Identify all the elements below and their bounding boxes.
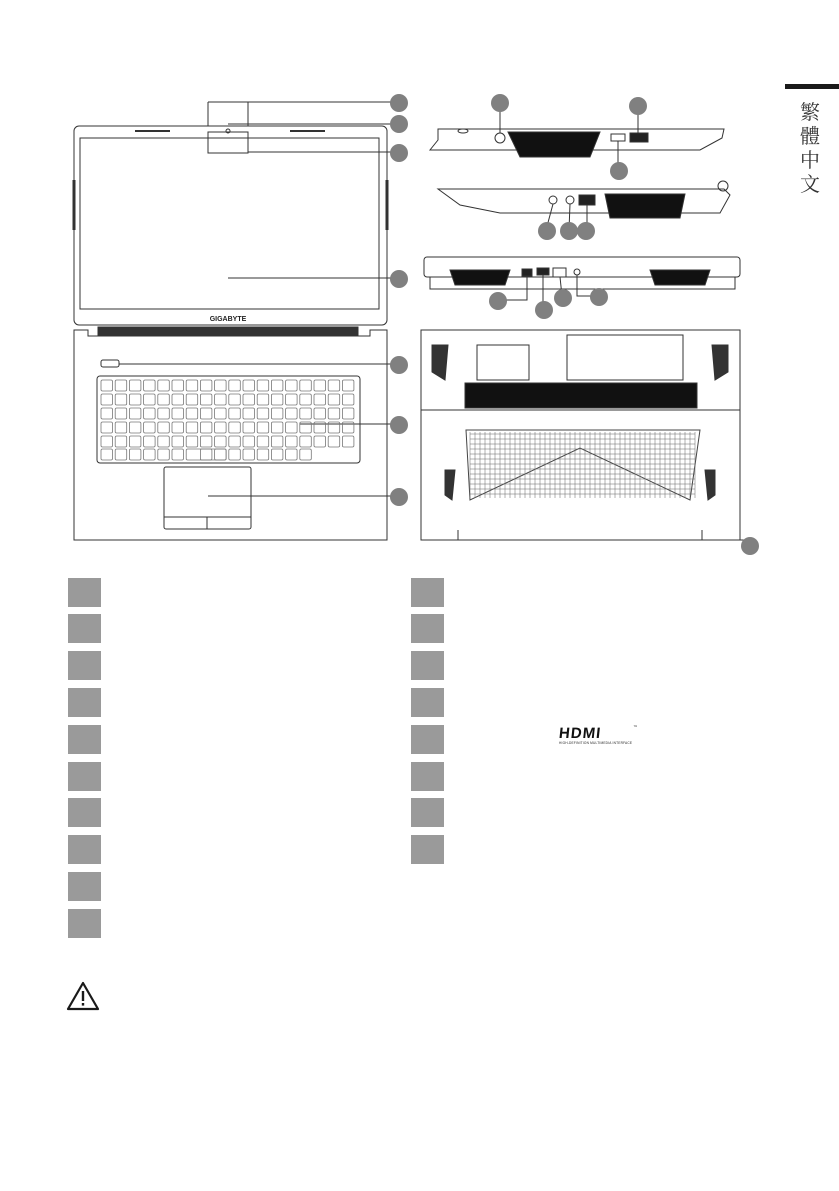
- keyboard-key: [215, 394, 227, 405]
- keyboard-key: [186, 436, 198, 447]
- keyboard-key: [158, 436, 170, 447]
- keyboard-key: [314, 394, 326, 405]
- keyboard-key: [172, 449, 184, 460]
- keyboard-key: [342, 408, 354, 419]
- language-char-1: 繁: [800, 100, 820, 124]
- keyboard-key: [115, 449, 127, 460]
- legend-box-left-2: [68, 614, 101, 643]
- keyboard-key: [243, 422, 255, 433]
- callout-speakers: [741, 537, 759, 555]
- keyboard-key: [215, 449, 227, 460]
- keyboard-key: [271, 449, 283, 460]
- legend-box-right-7: [411, 798, 444, 827]
- language-char-3: 中: [800, 148, 820, 172]
- keyboard-key: [257, 380, 269, 391]
- keyboard-key: [271, 394, 283, 405]
- keyboard-key: [200, 449, 212, 460]
- keyboard-key: [328, 436, 340, 447]
- keyboard-key: [144, 422, 156, 433]
- laptop-base: [74, 330, 387, 540]
- keyboard-key: [144, 380, 156, 391]
- callout-rear-4: [590, 288, 608, 306]
- keyboard-key: [129, 380, 141, 391]
- keyboard-key: [243, 408, 255, 419]
- keyboard-key: [229, 408, 241, 419]
- keyboard-key: [300, 449, 312, 460]
- right-side-view: [430, 103, 724, 170]
- keyboard-key: [215, 436, 227, 447]
- legend-box-right-6: [411, 762, 444, 791]
- legend-box-left-10: [68, 909, 101, 938]
- legend-box-left-8: [68, 835, 101, 864]
- keyboard-key: [215, 408, 227, 419]
- hdmi-logo-icon: [559, 725, 641, 749]
- keyboard-key: [300, 380, 312, 391]
- keyboard-key: [101, 380, 113, 391]
- keyboard-key: [342, 380, 354, 391]
- legend-box-right-8: [411, 835, 444, 864]
- keyboard-key: [342, 436, 354, 447]
- keyboard-key: [101, 449, 113, 460]
- keyboard-key: [186, 394, 198, 405]
- keyboard-key: [158, 408, 170, 419]
- keyboard-key: [144, 408, 156, 419]
- legend-box-right-1: [411, 578, 444, 607]
- keyboard-key: [101, 408, 113, 419]
- callout-screen: [390, 270, 408, 288]
- keyboard-key: [243, 380, 255, 391]
- keyboard-key: [144, 394, 156, 405]
- legend-box-right-5: [411, 725, 444, 754]
- keyboard-key: [229, 394, 241, 405]
- keyboard-key: [115, 380, 127, 391]
- rear-view: [424, 257, 740, 308]
- keyboard-key: [158, 422, 170, 433]
- callout-power-button: [390, 356, 408, 374]
- legend-box-left-7: [68, 798, 101, 827]
- callout-keyboard: [390, 416, 408, 434]
- keyboard-key: [115, 422, 127, 433]
- keyboard-key: [215, 422, 227, 433]
- callout-webcam-led: [390, 115, 408, 133]
- keyboard-key: [129, 394, 141, 405]
- keyboard-key: [115, 394, 127, 405]
- keyboard-key: [342, 394, 354, 405]
- keyboard-key: [257, 408, 269, 419]
- keyboard-key: [129, 422, 141, 433]
- legend-box-right-4: [411, 688, 444, 717]
- keyboard-key: [172, 422, 184, 433]
- keyboard-key: [314, 408, 326, 419]
- keyboard-key: [286, 436, 298, 447]
- keyboard-key: [172, 436, 184, 447]
- callout-right-1: [491, 94, 509, 112]
- language-char-4: 文: [800, 172, 820, 196]
- keyboard-key: [158, 380, 170, 391]
- keyboard-key: [144, 436, 156, 447]
- keyboard-key: [328, 380, 340, 391]
- keyboard-key: [286, 408, 298, 419]
- keyboard-key: [186, 408, 198, 419]
- keyboard-key: [271, 436, 283, 447]
- bottom-view: [421, 330, 745, 540]
- callout-microphone: [390, 144, 408, 162]
- language-char-2: 體: [800, 124, 820, 148]
- legend-box-left-3: [68, 651, 101, 680]
- keyboard-key: [200, 408, 212, 419]
- callout-left-1: [538, 222, 556, 240]
- keyboard-key: [257, 422, 269, 433]
- callout-rear-2: [535, 301, 553, 319]
- power-button: [101, 360, 119, 367]
- hdmi-logo-tagline: HIGH-DEFINITION MULTIMEDIA INTERFACE: [559, 741, 633, 745]
- keyboard-key: [144, 449, 156, 460]
- keyboard-key: [286, 449, 298, 460]
- keyboard-key: [158, 394, 170, 405]
- keyboard-key: [129, 436, 141, 447]
- callout-right-3: [610, 162, 628, 180]
- keyboard-key: [172, 408, 184, 419]
- keyboard-key: [257, 449, 269, 460]
- keyboard-key: [101, 394, 113, 405]
- keyboard-key: [271, 380, 283, 391]
- keyboard-key: [229, 436, 241, 447]
- laptop-logo: GIGABYTE: [209, 316, 247, 323]
- callout-left-3: [577, 222, 595, 240]
- keyboard-key: [328, 408, 340, 419]
- keyboard-key: [129, 408, 141, 419]
- legend-box-left-9: [68, 872, 101, 901]
- callout-rear-1: [489, 292, 507, 310]
- keyboard-key: [129, 449, 141, 460]
- callout-right-2: [629, 97, 647, 115]
- laptop-screen: [80, 138, 379, 309]
- keyboard-key: [172, 394, 184, 405]
- legend-box-left-6: [68, 762, 101, 791]
- callout-rear-3: [554, 289, 572, 307]
- legend-box-left-1: [68, 578, 101, 607]
- keyboard-key: [314, 380, 326, 391]
- keyboard-key: [186, 449, 226, 460]
- keyboard-key: [200, 380, 212, 391]
- callout-touchpad: [390, 488, 408, 506]
- keyboard-key: [215, 380, 227, 391]
- keyboard-key: [186, 380, 198, 391]
- keyboard-key: [186, 422, 198, 433]
- keyboard-key: [229, 380, 241, 391]
- keyboard-key: [243, 449, 255, 460]
- legend-box-right-3: [411, 651, 444, 680]
- keyboard-key: [286, 394, 298, 405]
- bottom-vent-top: [465, 383, 697, 408]
- keyboard-key: [243, 436, 255, 447]
- webcam-area: [208, 132, 248, 153]
- keyboard-key: [286, 422, 298, 433]
- callout-webcam: [390, 94, 408, 112]
- keyboard-key: [101, 422, 113, 433]
- keyboard-key: [257, 436, 269, 447]
- keyboard-key: [328, 394, 340, 405]
- hdmi-logo-word: HDMI: [558, 725, 603, 742]
- keyboard-key: [200, 422, 212, 433]
- legend-box-left-5: [68, 725, 101, 754]
- keyboard-key: [300, 436, 312, 447]
- bottom-grille: [470, 432, 695, 498]
- keyboard-key: [172, 380, 184, 391]
- keyboard-key: [200, 436, 212, 447]
- warning-triangle-icon: [66, 981, 100, 1011]
- keyboard-key: [229, 422, 241, 433]
- callout-left-2: [560, 222, 578, 240]
- hdmi-logo-trademark: ™: [633, 725, 638, 731]
- keyboard-key: [243, 394, 255, 405]
- keyboard-key: [200, 394, 212, 405]
- keyboard-key: [300, 408, 312, 419]
- keyboard-key: [101, 436, 113, 447]
- keyboard-key: [229, 449, 241, 460]
- keyboard-key: [115, 436, 127, 447]
- keyboard-key: [286, 380, 298, 391]
- keyboard-key: [271, 422, 283, 433]
- laptop-lid: [74, 126, 387, 325]
- keyboard-key: [115, 408, 127, 419]
- keyboard-key: [271, 408, 283, 419]
- hinge: [98, 327, 358, 336]
- legend-box-right-2: [411, 614, 444, 643]
- keyboard-key: [158, 449, 170, 460]
- legend-box-left-4: [68, 688, 101, 717]
- keyboard-key: [300, 394, 312, 405]
- keyboard-keys: [101, 380, 354, 460]
- keyboard-key: [314, 436, 326, 447]
- keyboard-key: [257, 394, 269, 405]
